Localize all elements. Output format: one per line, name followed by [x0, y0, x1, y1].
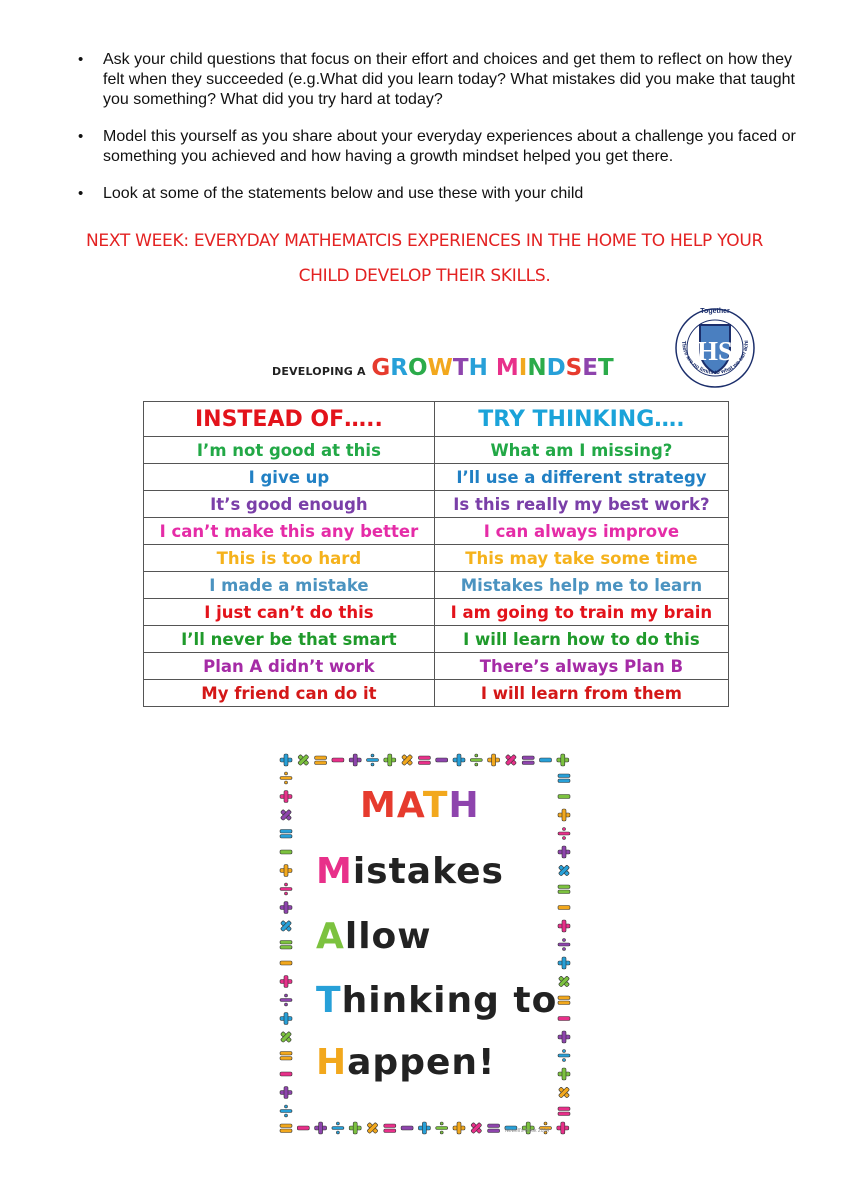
- title-letter: O: [407, 355, 428, 381]
- equals-symbol-icon: [280, 1052, 292, 1061]
- minus-symbol-icon: [558, 1017, 570, 1021]
- title-prefix: DEVELOPING A: [272, 365, 366, 378]
- poster-word: [316, 1042, 495, 1083]
- times-symbol-icon: [558, 976, 569, 987]
- try-thinking-cell: I will learn how to do this: [434, 626, 728, 653]
- minus-symbol-icon: [332, 758, 344, 762]
- table-row: [144, 680, 729, 707]
- minus-symbol-icon: [280, 1072, 292, 1076]
- bullet-icon: •: [78, 51, 84, 68]
- poster-letter: T: [422, 785, 449, 826]
- equals-symbol-icon: [280, 1124, 292, 1133]
- divide-symbol-icon: [280, 994, 292, 1006]
- try-thinking-cell: This may take some time: [434, 545, 728, 572]
- equals-symbol-icon: [280, 830, 292, 839]
- table-row: [144, 437, 729, 464]
- times-symbol-icon: [471, 1122, 482, 1133]
- table-row: [144, 626, 729, 653]
- times-symbol-icon: [367, 1122, 378, 1133]
- title-letter: I: [518, 355, 528, 381]
- divide-symbol-icon: [280, 883, 292, 895]
- try-thinking-cell: Mistakes help me to learn: [434, 572, 728, 599]
- table-row: [144, 491, 729, 518]
- title-letter: T: [452, 355, 469, 381]
- next-week-notice-line2: CHILD DEVELOP THEIR SKILLS.: [298, 266, 551, 286]
- try-thinking-cell: I can always improve: [434, 518, 728, 545]
- table-row: [144, 518, 729, 545]
- instead-of-cell: I made a mistake: [144, 572, 435, 599]
- try-thinking-cell: There’s always Plan B: [434, 653, 728, 680]
- divide-symbol-icon: [558, 1050, 570, 1062]
- growth-mindset-title: [272, 355, 614, 381]
- poster-word: [316, 851, 504, 892]
- plus-symbol-icon: [453, 1122, 465, 1134]
- minus-symbol-icon: [280, 961, 292, 965]
- instead-of-cell: Plan A didn’t work: [144, 653, 435, 680]
- plus-symbol-icon: [558, 1068, 570, 1080]
- instead-of-cell: This is too hard: [144, 545, 435, 572]
- equals-symbol-icon: [315, 756, 327, 765]
- poster-word: [316, 980, 557, 1021]
- times-symbol-icon: [280, 809, 291, 820]
- times-symbol-icon: [280, 920, 291, 931]
- title-letter: G: [371, 355, 391, 381]
- minus-symbol-icon: [436, 758, 448, 762]
- try-thinking-cell: I am going to train my brain: [434, 599, 728, 626]
- header-instead-of: INSTEAD OF…..: [144, 402, 435, 437]
- minus-symbol-icon: [540, 758, 552, 762]
- title-letter: W: [427, 355, 453, 381]
- title-letter: S: [565, 355, 583, 381]
- title-letter: M: [495, 355, 519, 381]
- poster-word-initial: T: [316, 980, 342, 1021]
- plus-symbol-icon: [280, 976, 292, 988]
- poster-caption: Newell's Nook 2014: [505, 1128, 550, 1134]
- times-symbol-icon: [558, 1087, 569, 1098]
- divide-symbol-icon: [280, 772, 292, 784]
- poster-word-rest: appen!: [347, 1042, 496, 1083]
- divide-symbol-icon: [558, 828, 570, 840]
- equals-symbol-icon: [418, 756, 430, 765]
- poster-word-initial: H: [316, 1042, 348, 1083]
- instead-of-cell: My friend can do it: [144, 680, 435, 707]
- divide-symbol-icon: [436, 1122, 448, 1134]
- plus-symbol-icon: [349, 1122, 361, 1134]
- plus-symbol-icon: [280, 754, 292, 766]
- table-row: [144, 545, 729, 572]
- divide-symbol-icon: [470, 754, 482, 766]
- divide-symbol-icon: [280, 1105, 292, 1117]
- times-symbol-icon: [558, 865, 569, 876]
- poster-word-initial: A: [316, 916, 345, 957]
- next-week-notice-line1: NEXT WEEK: EVERYDAY MATHEMATCIS EXPERIENCES IN THE HOME TO HELP YOUR: [85, 231, 763, 251]
- bullet-icon: •: [78, 128, 84, 145]
- plus-symbol-icon: [558, 1031, 570, 1043]
- poster-word-rest: [397, 785, 480, 826]
- plus-symbol-icon: [280, 865, 292, 877]
- logo-ring-text: There are no limits to what we can achi: [679, 340, 751, 377]
- plus-symbol-icon: [558, 957, 570, 969]
- instead-of-cell: I’m not good at this: [144, 437, 435, 464]
- try-thinking-cell: Is this really my best work?: [434, 491, 728, 518]
- table-row: [144, 599, 729, 626]
- instead-of-cell: I give up: [144, 464, 435, 491]
- try-thinking-cell: What am I missing?: [434, 437, 728, 464]
- minus-symbol-icon: [401, 1126, 413, 1130]
- title-letter: R: [390, 355, 408, 381]
- plus-symbol-icon: [384, 754, 396, 766]
- times-symbol-icon: [298, 754, 309, 765]
- minus-symbol-icon: [280, 850, 292, 854]
- equals-symbol-icon: [558, 774, 570, 783]
- growth-mindset-table: [143, 401, 729, 707]
- advice-list: [78, 50, 798, 221]
- title-letter: E: [582, 355, 598, 381]
- title-letter: T: [597, 355, 614, 381]
- table-row: [144, 464, 729, 491]
- try-thinking-cell: I will learn from them: [434, 680, 728, 707]
- plus-symbol-icon: [280, 1087, 292, 1099]
- poster-word: [316, 916, 432, 957]
- title-letter: N: [527, 355, 547, 381]
- plus-symbol-icon: [453, 754, 465, 766]
- equals-symbol-icon: [488, 1124, 500, 1133]
- plus-symbol-icon: [558, 809, 570, 821]
- try-thinking-cell: I’ll use a different strategy: [434, 464, 728, 491]
- times-symbol-icon: [401, 754, 412, 765]
- plus-symbol-icon: [280, 1013, 292, 1025]
- divide-symbol-icon: [367, 754, 379, 766]
- poster-word-initial: M: [360, 785, 397, 826]
- school-logo: [672, 303, 758, 389]
- equals-symbol-icon: [522, 756, 534, 765]
- advice-item: • Look at some of the statements below and use these with your child: [78, 185, 584, 202]
- poster-word-rest: llow: [344, 916, 432, 957]
- divide-symbol-icon: [558, 939, 570, 951]
- plus-symbol-icon: [418, 1122, 430, 1134]
- table-row: [144, 653, 729, 680]
- equals-symbol-icon: [384, 1124, 396, 1133]
- minus-symbol-icon: [558, 795, 570, 799]
- advice-item: • Model this yourself as you share about your everyday experiences about a challenge you faced or something you achieved and how having a growth mindset helped you get there.: [78, 128, 796, 165]
- title-letter: [488, 355, 496, 381]
- poster-letter: A: [396, 785, 423, 826]
- poster-word-rest: istakes: [352, 851, 504, 892]
- plus-symbol-icon: [557, 754, 569, 766]
- minus-symbol-icon: [558, 906, 570, 910]
- plus-symbol-icon: [557, 1122, 569, 1134]
- times-symbol-icon: [505, 754, 516, 765]
- plus-symbol-icon: [349, 754, 361, 766]
- equals-symbol-icon: [558, 996, 570, 1005]
- advice-item: • Ask your child questions that focus on their effort and choices and get them to reflect on how they felt when they succeeded (e.g.What did you learn today? What mistakes did you make that taught you something? What did you try hard at today?: [78, 51, 795, 108]
- plus-symbol-icon: [280, 791, 292, 803]
- divide-symbol-icon: [332, 1122, 344, 1134]
- poster-word-initial: M: [316, 851, 353, 892]
- plus-symbol-icon: [488, 754, 500, 766]
- header-try-thinking: TRY THINKING….: [434, 402, 728, 437]
- minus-symbol-icon: [297, 1126, 309, 1130]
- plus-symbol-icon: [558, 846, 570, 858]
- equals-symbol-icon: [558, 885, 570, 894]
- poster-word-rest: hinking to: [341, 980, 558, 1021]
- instead-of-cell: I just can’t do this: [144, 599, 435, 626]
- instead-of-cell: I can’t make this any better: [144, 518, 435, 545]
- bullet-icon: •: [78, 185, 84, 202]
- plus-symbol-icon: [280, 902, 292, 914]
- equals-symbol-icon: [558, 1107, 570, 1116]
- plus-symbol-icon: [315, 1122, 327, 1134]
- poster-word: [360, 785, 480, 826]
- instead-of-cell: It’s good enough: [144, 491, 435, 518]
- poster-letter: H: [448, 785, 480, 826]
- equals-symbol-icon: [280, 941, 292, 950]
- title-growth-mindset: [371, 355, 613, 381]
- logo-top-text: Together: [700, 308, 730, 315]
- plus-symbol-icon: [558, 920, 570, 932]
- table-row: [144, 572, 729, 599]
- title-letter: H: [468, 355, 488, 381]
- title-letter: D: [546, 355, 566, 381]
- table-header-row: [144, 402, 729, 437]
- logo-letters: HS: [696, 336, 734, 366]
- times-symbol-icon: [280, 1031, 291, 1042]
- instead-of-cell: I’ll never be that smart: [144, 626, 435, 653]
